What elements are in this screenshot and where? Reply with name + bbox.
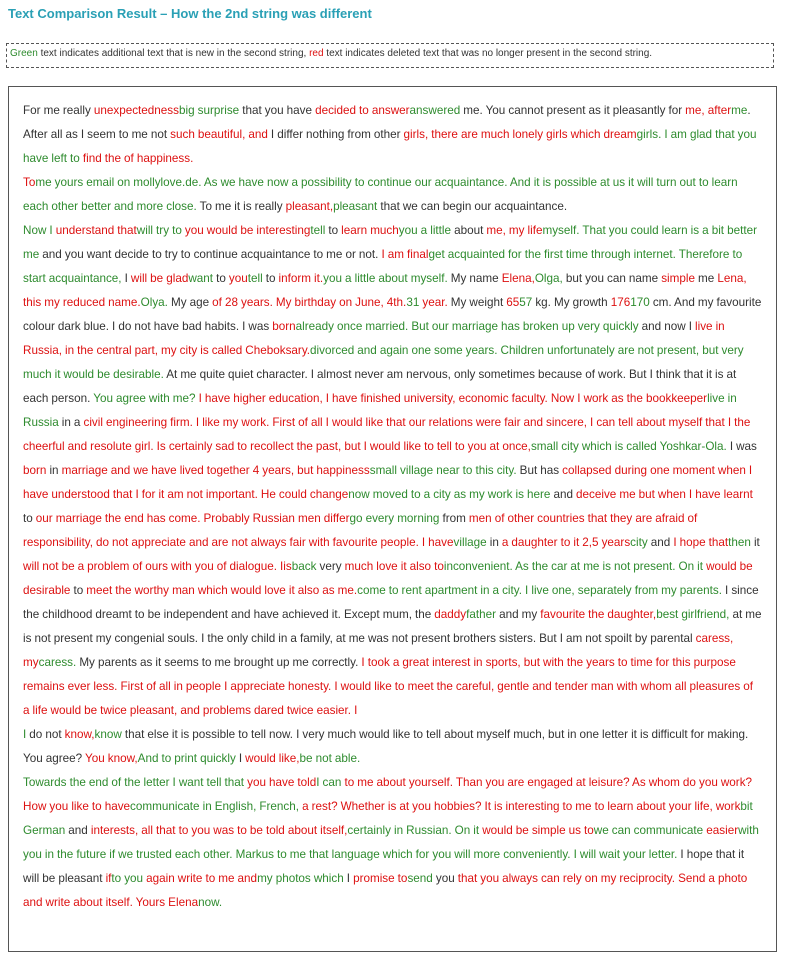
unchanged-text: you — [432, 872, 458, 885]
added-text: tell — [247, 272, 263, 285]
deleted-text: our marriage the end has come. Probably Russian men differ — [35, 512, 350, 525]
added-text: me — [731, 104, 748, 117]
added-text: now. — [198, 896, 223, 909]
added-text: answered — [409, 104, 461, 117]
unchanged-text: and — [65, 824, 91, 837]
legend-box — [6, 43, 774, 68]
deleted-text: I am final — [381, 248, 429, 261]
unchanged-text: that you have — [239, 104, 316, 117]
added-text: bit German — [23, 800, 753, 837]
deleted-text: 65 — [506, 296, 520, 309]
diff-paragraph — [23, 99, 762, 171]
deleted-text: girls, there are much lonely girls which dream — [403, 128, 637, 141]
unchanged-text: to — [325, 224, 342, 237]
deleted-text: learn much — [341, 224, 399, 237]
deleted-text: pleasant, — [285, 200, 334, 213]
deleted-text: you would be interesting — [184, 224, 311, 237]
added-text: Towards the end of the letter I want tell that — [23, 776, 245, 789]
added-text: girls. I am glad that you have left to — [23, 128, 757, 165]
unchanged-text: At me quite quiet character. I almost never am nervous, only sometimes because of work. But I think that it is at each person. — [23, 368, 737, 405]
unchanged-text: kg. My growth — [532, 296, 611, 309]
deleted-text: interests, all that to you was to be told about itself, — [90, 824, 348, 837]
deleted-text: caress, my — [23, 632, 734, 669]
added-text: 57 — [519, 296, 533, 309]
added-text: send — [407, 872, 433, 885]
unchanged-text: it — [750, 536, 760, 549]
deleted-text: of 28 years. My birthday on June, 4th. — [212, 296, 407, 309]
deleted-text: daddy — [434, 608, 467, 621]
deleted-text: find the of happiness. — [82, 152, 194, 165]
unchanged-text: to — [23, 512, 36, 525]
deleted-text: a daughter to it 2,5 years — [501, 536, 631, 549]
deleted-text: again write to me and — [146, 872, 258, 885]
unchanged-text: But has — [516, 464, 563, 477]
diff-paragraph — [23, 219, 762, 723]
unchanged-text: and now I — [638, 320, 695, 333]
deleted-text: Lena, this my reduced name. — [23, 272, 747, 309]
unchanged-text: to — [213, 272, 229, 285]
added-text: get acquainted for the first time through internet. Therefore to start acquaintance, — [23, 248, 743, 285]
deleted-text: promise to — [353, 872, 408, 885]
diff-paragraph — [23, 771, 762, 915]
added-text: I can — [316, 776, 342, 789]
added-text: live in Russia — [23, 392, 737, 429]
added-text: small city which is called Yoshkar-Ola. — [530, 440, 727, 453]
unchanged-text: cm. And my favourite colour dark blue. I do not have bad habits. I was — [23, 296, 762, 333]
added-text: you a little — [398, 224, 452, 237]
deleted-text: to me about yourself. Than you are engaged at leisure? As whom do you work? How you like to have — [23, 776, 753, 813]
added-text: go every morning — [349, 512, 440, 525]
deleted-text: easier — [706, 824, 739, 837]
added-text: pleasant — [333, 200, 378, 213]
deleted-text: will not be a problem of ours with you of dialogue. Iis — [23, 560, 292, 573]
unchanged-text: and — [550, 488, 577, 501]
added-text: 170 — [630, 296, 650, 309]
deleted-text: born — [272, 320, 296, 333]
added-text: you a little about myself. — [323, 272, 448, 285]
added-text: father — [466, 608, 497, 621]
deleted-text: favourite the daughter, — [540, 608, 657, 621]
deleted-text: inform it. — [278, 272, 324, 285]
added-text: And to print quickly — [137, 752, 236, 765]
deleted-text: To — [23, 176, 36, 189]
unchanged-text: I differ nothing from other — [267, 128, 404, 141]
added-text: now moved to a city as my work is here — [348, 488, 551, 501]
deleted-text: You know, — [85, 752, 138, 765]
deleted-text: I took a great interest in sports, but with the years to time for this purpose remains ever less. First of all in people I appreciate honesty. I would like to meet the careful, gentle and tender man with whom all pleasures of a life would be twice pleasant, and problems dared twice easier. I — [23, 656, 753, 717]
added-text: communicate in English, French, — [130, 800, 299, 813]
unchanged-text: My age — [167, 296, 213, 309]
added-text: caress. — [38, 656, 77, 669]
unchanged-text: in a — [58, 416, 84, 429]
diff-paragraph — [23, 171, 762, 219]
deleted-text: meet the worthy man which would love it also as me. — [86, 584, 358, 597]
added-text: You agree with me? — [93, 392, 196, 405]
deleted-text: Elena, — [501, 272, 535, 285]
page-title: Text Comparison Result – How the 2nd string was different — [8, 6, 372, 21]
deleted-text: 176 — [610, 296, 631, 309]
unchanged-text: about — [451, 224, 487, 237]
deleted-text: simple — [661, 272, 695, 285]
added-text: village — [453, 536, 487, 549]
deleted-text: understand that — [55, 224, 137, 237]
added-text: divorced and again one some years. Children unfortunately are not present, but very much it would be desirable. — [23, 344, 744, 381]
added-text: big surprise — [178, 104, 240, 117]
deleted-text: would like, — [245, 752, 300, 765]
unchanged-text: I — [343, 872, 354, 885]
added-text: myself. That you could learn is a bit better me — [23, 224, 757, 261]
added-text: certainly in Russian. On it — [347, 824, 480, 837]
added-text: Olga, — [534, 272, 563, 285]
unchanged-text: do not — [26, 728, 65, 741]
added-text: inconvenient. As the car at me is not present. On it — [443, 560, 704, 573]
deleted-text: civil engineering firm. I like my work. First of all I would like that our relations were fair and sincere, I can tell about myself that I the cheerful and resolute girl. Is certainly sad to recollect the past, but I would like to tell to you at once, — [23, 416, 751, 453]
unchanged-text: that we can begin our acquaintance. — [377, 200, 568, 213]
added-text: we can communicate — [593, 824, 704, 837]
unchanged-text: and my — [496, 608, 541, 621]
unchanged-text: My name — [447, 272, 502, 285]
unchanged-text: I hope that it will be pleasant — [23, 848, 745, 885]
unchanged-text: me. You cannot present as it pleasantly for — [460, 104, 686, 117]
added-text: me yours email on mollylove.de. As we have now a possibility to continue our acquaintance. And it is possible at us it will turn out to learn each other better and more close. — [23, 176, 738, 213]
unchanged-text: I — [121, 272, 131, 285]
added-text: my photos which — [257, 872, 344, 885]
added-text: already once married. But our marriage has broken up very quickly — [295, 320, 639, 333]
added-text: that language which for you will more conveniently. I will wait your letter. — [309, 848, 678, 861]
added-text: best girlfriend, — [656, 608, 730, 621]
legend-text-part1: text indicates additional text that is new in the second string, — [37, 48, 310, 59]
added-text: small village near to this city. — [369, 464, 517, 477]
deleted-text: will be glad — [130, 272, 189, 285]
added-text: 31 — [406, 296, 420, 309]
unchanged-text: that else it is possible to tell now. I very much would like to tell about myself much, but in one letter it is difficult for making. You agree? — [23, 728, 749, 765]
deleted-text: a rest? Whether is at you hobbies? It is interesting to me to learn about your life, work — [302, 800, 741, 813]
deleted-text: men of other countries that they are afraid of responsibility, do not appreciate and are not always fair with favourite people. I have — [23, 512, 698, 549]
unchanged-text: at me is not present my congenial souls. I the only child in a family, at me was not present brothers sisters. But I am not spoilt by parental — [23, 608, 762, 645]
unchanged-text: I — [235, 752, 246, 765]
unchanged-text: and you want decide to try to continue acquaintance to me or not. — [39, 248, 382, 261]
added-text: Olya. — [140, 296, 168, 309]
deleted-text: would be simple us to — [482, 824, 594, 837]
deleted-text: if — [105, 872, 112, 885]
deleted-text: would be desirable — [23, 560, 753, 597]
deleted-text: much love it also to — [344, 560, 444, 573]
deleted-text: I hope that — [673, 536, 729, 549]
unchanged-text: in — [486, 536, 502, 549]
deleted-text: collapsed during one moment when I have understood that I for it am not important. He could change — [23, 464, 753, 501]
deleted-text: I have higher education, I have finished university, economic faculty. Now I work as the bookkeeper — [198, 392, 708, 405]
comparison-result-box — [8, 86, 777, 952]
unchanged-text: My weight — [447, 296, 507, 309]
deleted-text: unexpectedness — [93, 104, 179, 117]
added-text: back — [291, 560, 317, 573]
added-text: want — [188, 272, 214, 285]
deleted-text: decided to answer — [315, 104, 410, 117]
deleted-text: me, after — [685, 104, 732, 117]
unchanged-text: very — [316, 560, 345, 573]
unchanged-text: from — [439, 512, 469, 525]
unchanged-text: To me it is really — [196, 200, 286, 213]
deleted-text: marriage and we have lived together 4 years, but happiness — [61, 464, 370, 477]
unchanged-text: but you can name — [562, 272, 662, 285]
added-text: then — [728, 536, 751, 549]
added-text: come to rent apartment in a city. I live one, separately from my parents. — [357, 584, 722, 597]
unchanged-text: I since the childhood dreamt to be independent and have achieved it. Except mum, the — [23, 584, 759, 621]
deleted-text: year. — [422, 296, 448, 309]
deleted-text: you — [228, 272, 248, 285]
unchanged-text: to — [70, 584, 87, 597]
unchanged-text: and — [647, 536, 674, 549]
added-text: tell — [310, 224, 326, 237]
added-text: Now I — [23, 224, 53, 237]
deleted-text: know, — [64, 728, 95, 741]
added-text: will try to — [136, 224, 182, 237]
deleted-text: live in Russia, in the central part, my city is called Cheboksary. — [23, 320, 725, 357]
legend-green-word: Green — [10, 48, 38, 59]
unchanged-text: My parents as it seems to me brought up me correctly. — [76, 656, 362, 669]
added-text: be not able. — [299, 752, 361, 765]
added-text: city — [630, 536, 648, 549]
deleted-text: you have told — [247, 776, 317, 789]
deleted-text: born — [23, 464, 47, 477]
added-text: to you — [111, 872, 144, 885]
legend-text-part2: text indicates deleted text that was no longer present in the second string. — [323, 48, 653, 59]
legend-red-word: red — [309, 48, 324, 59]
unchanged-text: me — [694, 272, 718, 285]
unchanged-text: in — [46, 464, 62, 477]
deleted-text: deceive me but when I have learnt — [576, 488, 753, 501]
added-text: know — [94, 728, 122, 741]
deleted-text: that you always can rely on my reciprocity. Send a photo and write about itself. Yours Elena — [23, 872, 748, 909]
unchanged-text: to — [262, 272, 279, 285]
diff-paragraph — [23, 723, 762, 771]
deleted-text: such beautiful, and — [170, 128, 268, 141]
unchanged-text: . After all as I seem to me not — [23, 104, 751, 141]
deleted-text: me, my life — [486, 224, 543, 237]
added-text: with you in the future if we trusted each other. Markus to me — [23, 824, 759, 861]
unchanged-text: For me really — [23, 104, 94, 117]
added-text: I — [23, 728, 27, 741]
unchanged-text: I was — [726, 440, 757, 453]
